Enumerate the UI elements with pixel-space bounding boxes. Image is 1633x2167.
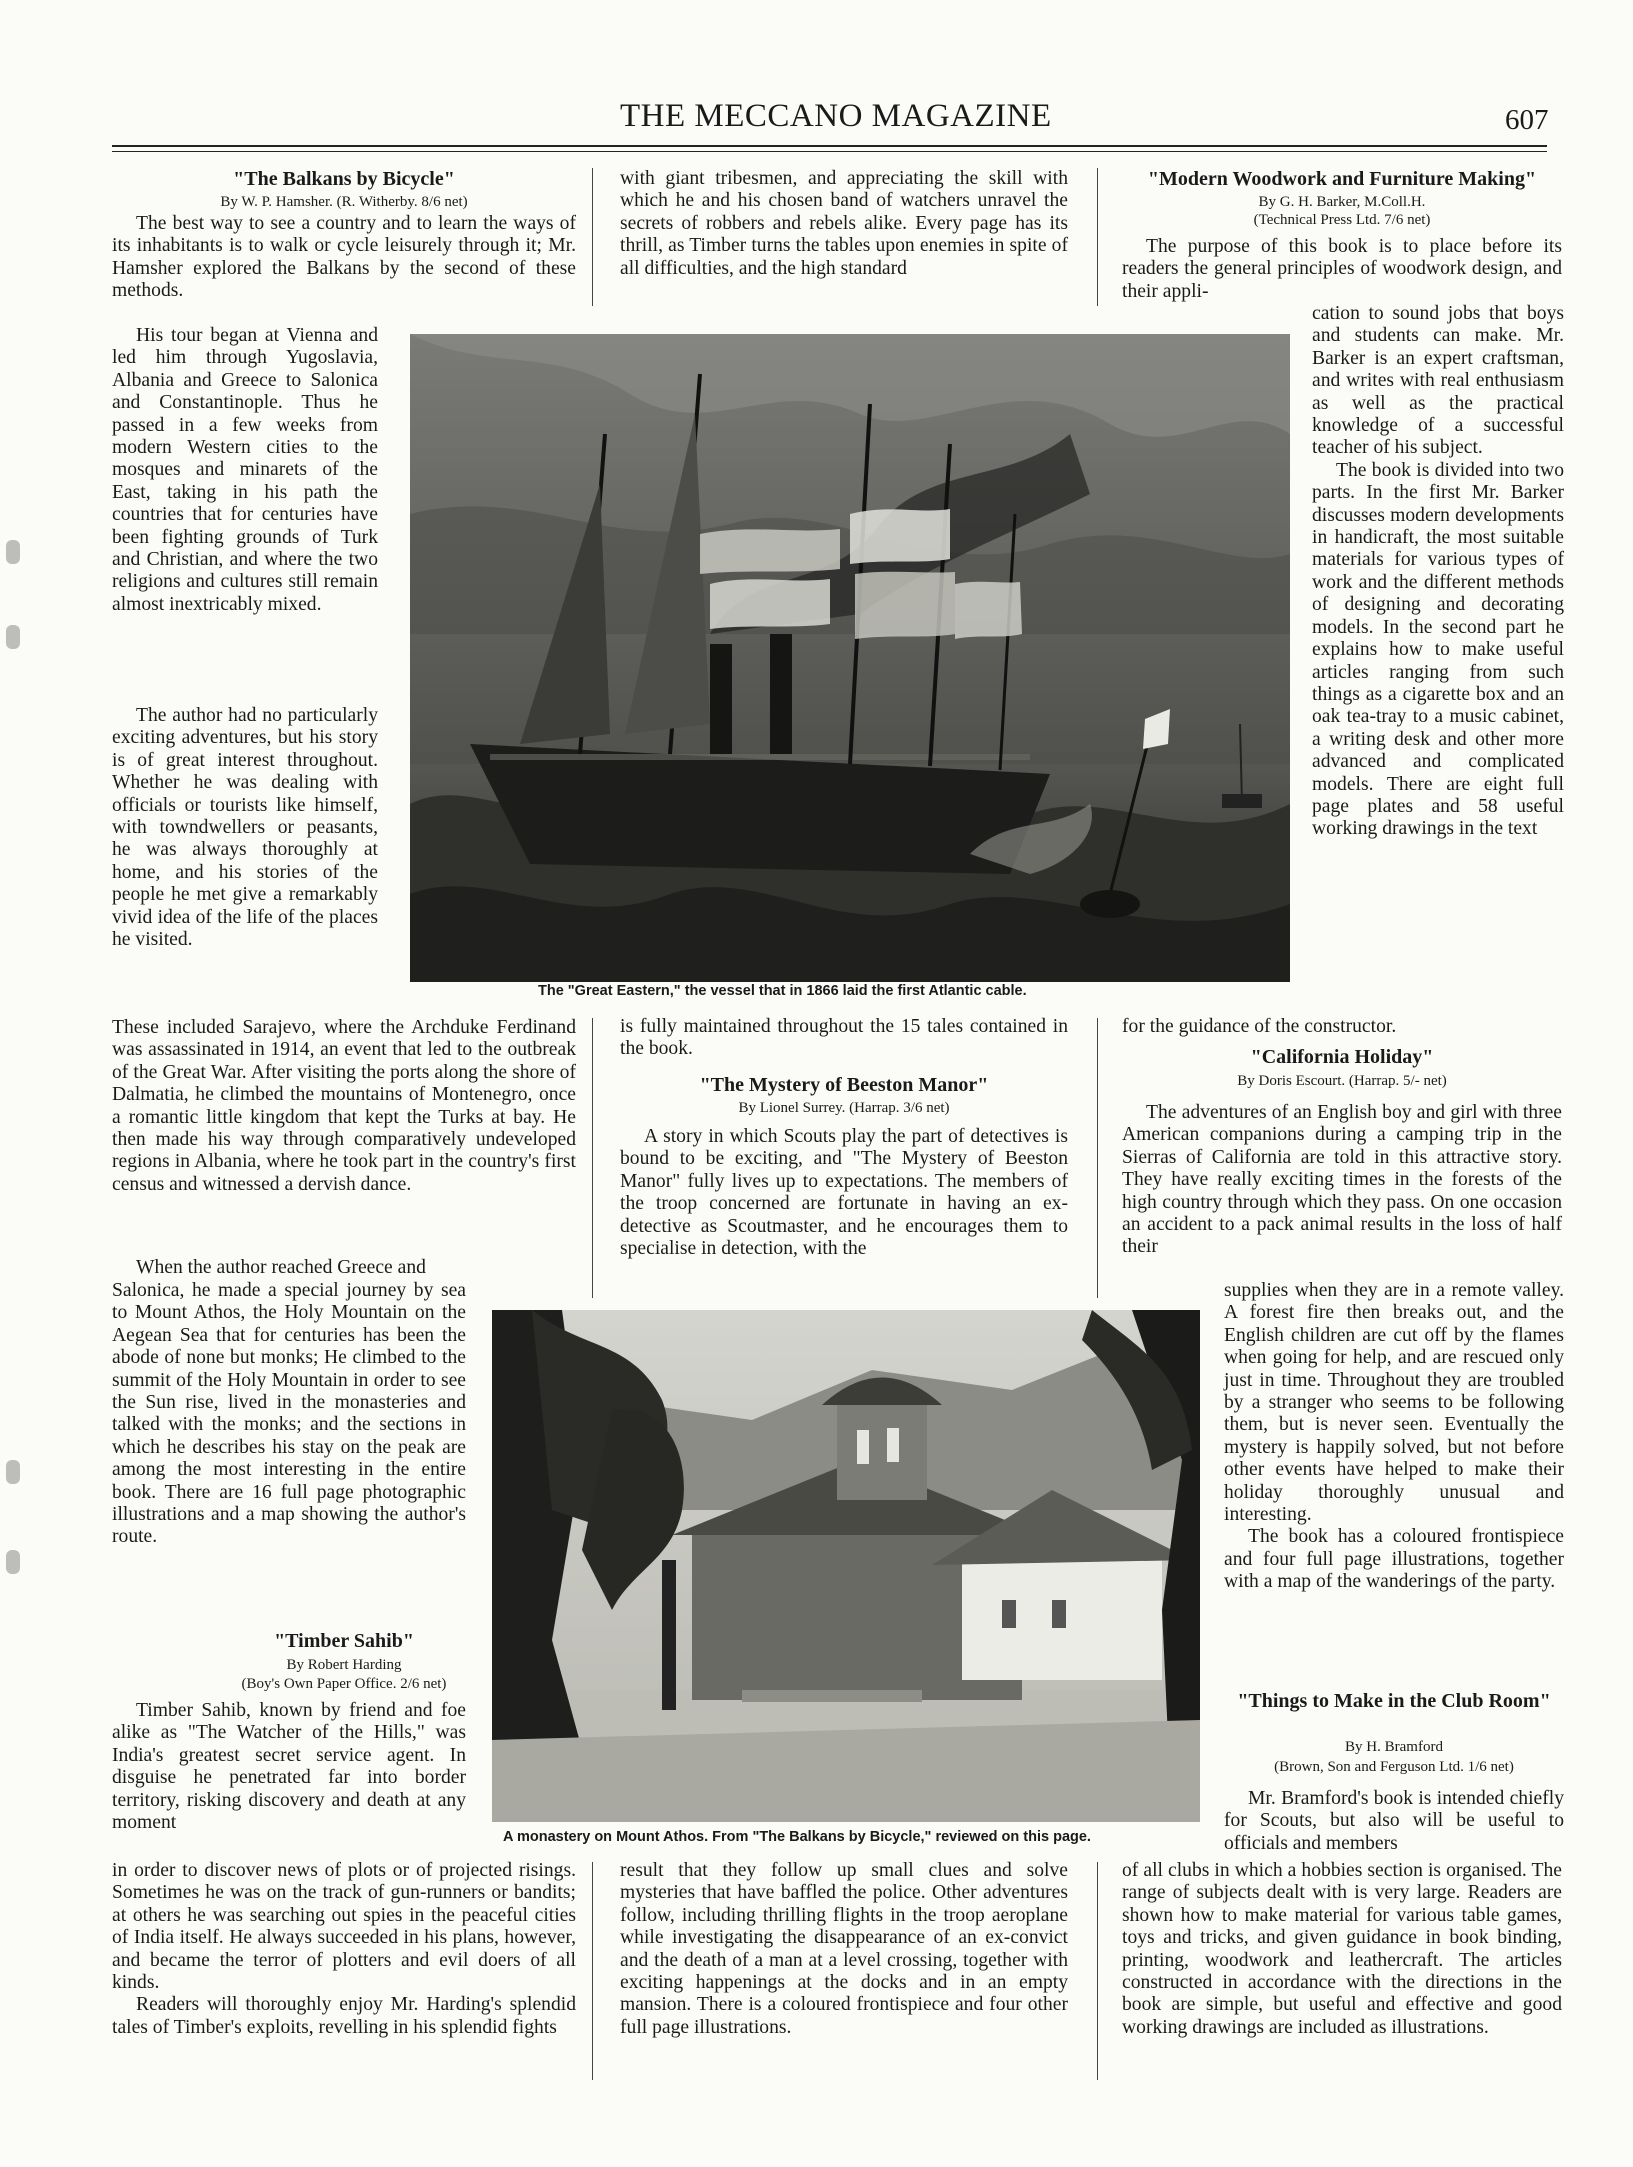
woodwork-byline: By G. H. Barker, M.Coll.H.: [1258, 194, 1426, 210]
magazine-title: THE MECCANO MAGAZINE: [620, 98, 1052, 134]
woodwork-paragraph-1a: The purpose of this book is to place before its readers the general principles of woodwork design, and their appli-: [1122, 236, 1562, 302]
beeston-title: "The Mystery of Beeston Manor": [699, 1074, 989, 1096]
woodwork-publisher: (Technical Press Ltd. 7/6 net): [1253, 212, 1431, 228]
club-byline: By H. Bramford: [1345, 1739, 1443, 1755]
beeston-paragraph-2: result that they follow up small clues and solve mysteries that have baffled the police. Other adventures follow, including thrilling flights in the troop aeroplane while investigating the disappearance of an ex-convict and the death of a man at a level crossing, together with exciting happenings at the docks and in an empty mansion. There is a coloured frontispiece and four other full page illustrations.: [620, 1860, 1068, 2038]
california-byline: By Doris Escourt. (Harrap. 5/- net): [1237, 1073, 1447, 1089]
timber-title: "Timber Sahib": [274, 1630, 414, 1652]
great-eastern-caption: The "Great Eastern," the vessel that in 1866 laid the first Atlantic cable.: [538, 983, 1027, 999]
club-paragraph-1a: Mr. Bramford's book is intended chiefly for Scouts, but also will be useful to officials and members: [1224, 1788, 1564, 1854]
binding-mark: [6, 625, 20, 649]
binding-mark: [6, 1550, 20, 1574]
column-divider: [1097, 168, 1098, 306]
club-paragraph-1b: of all clubs in which a hobbies section is organised. The range of subjects dealt with is very large. Readers are shown how to make material for various table games, toys and tricks, and given guidance in book binding, printing, woodwork and leathercraft. The articles constructed in accordance with the directions in the book are simple, but useful and effective and good working drawings are included as illustrations.: [1122, 1860, 1562, 2038]
beeston-byline: By Lionel Surrey. (Harrap. 3/6 net): [738, 1100, 950, 1116]
california-paragraph-1a: The adventures of an English boy and girl with three American companions during a camping trip in the Sierras of California are told in this attractive story. They have really exciting times in the forests of the high country through which they pass. On one occasion an accident to a pack animal results in the loss of half their: [1122, 1102, 1562, 1258]
header-rule-thin: [112, 151, 1547, 152]
timber-paragraph-3: with giant tribesmen, and appreciating the skill with which he and his chosen band of watchers unravel the secrets of robbers and rebels alike. Every page has its thrill, as Timber turns the tables upon enemies in spite of all difficulties, and the high standard: [620, 168, 1068, 279]
woodwork-paragraph-3: for the guidance of the constructor.: [1122, 1016, 1397, 1037]
balkans-paragraph-4b: Salonica, he made a special journey by sea to Mount Athos, the Holy Mountain on the Aegean Sea that for centuries has been the abode of none but monks; He climbed to the summit of the Holy Mountain in order to see the Sun rise, lived in the monasteries and talked with the monks; and the sections in which he describes his stay on the peak are among the most interesting in the entire book. There are 16 full page photographic illustrations and a map showing the author's route.: [112, 1280, 466, 1548]
balkans-paragraph-2: His tour began at Vienna and led him through Yugoslavia, Albania and Greece to Salonica and Constantinople. Thus he passed in a few weeks from modern Western cities to the mosques and minarets of the East, taking in his path the countries that for centuries have been fighting grounds of Turk and Christian, and where the two religions and cultures still remain almost inextricably mixed.: [112, 325, 378, 615]
header-rule: [112, 145, 1547, 147]
balkans-byline: By W. P. Hamsher. (R. Witherby. 8/6 net): [220, 194, 468, 210]
balkans-paragraph-4a: When the author reached Greece and: [136, 1257, 426, 1278]
binding-mark: [6, 1460, 20, 1484]
page-number: 607: [1505, 104, 1549, 136]
balkans-title: "The Balkans by Bicycle": [233, 168, 455, 190]
column-divider: [592, 1862, 593, 2080]
great-eastern-illustration: [410, 334, 1290, 982]
beeston-paragraph-1: A story in which Scouts play the part of detectives is bound to be exciting, and "The Mystery of Beeston Manor" fully lives up to expectations. The members of the troop concerned are fortunate in having an ex-detective as Scoutmaster, and he encourages them to specialise in detection, with the: [620, 1126, 1068, 1260]
woodwork-title: "Modern Woodwork and Furniture Making": [1147, 168, 1537, 190]
timber-publisher: (Boy's Own Paper Office. 2/6 net): [241, 1676, 447, 1692]
timber-byline: By Robert Harding: [286, 1657, 402, 1673]
balkans-paragraph-1: The best way to see a country and to learn the ways of its inhabitants is to walk or cycle leisurely through it; Mr. Hamsher explored the Balkans by the second of these methods.: [112, 213, 576, 302]
timber-paragraph-1b: in order to discover news of plots or of projected risings. Sometimes he was on the track of gun-runners or bandits; at others he was searching out spies in the peaceful cities of India itself. He always succeeded in his plans, however, and became the terror of plotters and evil doers of all kinds. Readers will thoroughly enjoy Mr. Harding's splendid tales of Timber's exploits, revelling in his splendid fights: [112, 1860, 576, 2038]
balkans-paragraph-3b: These included Sarajevo, where the Archduke Ferdinand was assassinated in 1914, an event that led to the outbreak of the Great War. After visiting the ports along the shore of Dalmatia, he climbed the mountains of Montenegro, once a romantic little kingdom that kept the Turks at bay. He then made his way through comparatively undeveloped regions in Albania, where he took part in the country's first census and witnessed a dervish dance.: [112, 1017, 576, 1195]
california-paragraph-1b: supplies when they are in a remote valley. A forest fire then breaks out, and the English children are cut off by the flames when going for help, and are rescued only just in time. Throughout they are troubled by a stranger who seems to be following them, but is never seen. Eventually the mystery is happily solved, but not before other events have helped to make their holiday thoroughly unusual and interesting. The book has a coloured frontispiece and four full page illustrations, together with a map of the wanderings of the party.: [1224, 1280, 1564, 1593]
column-divider: [592, 1018, 593, 1298]
column-divider: [1097, 1862, 1098, 2080]
monastery-caption: A monastery on Mount Athos. From "The Balkans by Bicycle," reviewed on this page.: [503, 1829, 1091, 1845]
timber-paragraph-1: Timber Sahib, known by friend and foe alike as "The Watcher of the Hills," was India's greatest secret service agent. In disguise he penetrated far into border territory, risking discovery and death at any moment: [112, 1700, 466, 1834]
club-title: "Things to Make in the Club Room": [1237, 1690, 1551, 1712]
woodwork-paragraph-1b: cation to sound jobs that boys and students can make. Mr. Barker is an expert craftsman, and writes with real enthusiasm as well as the practical knowledge of a successful teacher of his subject. The book is divided into two parts. In the first Mr. Barker discusses modern developments in handicraft, the most suitable materials for various types of work and the different methods of designing and decorating models. In the second part he explains how to make useful articles ranging from such things as a cigarette box and an oak tea-tray to a music cabinet, a writing desk and other more advanced and complicated models. There are eight full page plates and 58 useful working drawings in the text: [1312, 303, 1564, 840]
column-divider: [1097, 1018, 1098, 1298]
monastery-photograph: [492, 1310, 1200, 1822]
club-publisher: (Brown, Son and Ferguson Ltd. 1/6 net): [1274, 1759, 1514, 1775]
timber-paragraph-4: is fully maintained throughout the 15 tales contained in the book.: [620, 1016, 1068, 1060]
binding-mark: [6, 540, 20, 564]
balkans-paragraph-3: The author had no particularly exciting adventures, but his story is of great interest throughout. Whether he was dealing with officials or tourists like himself, with towndwellers or peasants, he was always thoroughly at home, and his stories of the people he met give a remarkably vivid idea of the life of the places he visited.: [112, 705, 378, 951]
california-title: "California Holiday": [1250, 1046, 1434, 1068]
column-divider: [592, 168, 593, 306]
